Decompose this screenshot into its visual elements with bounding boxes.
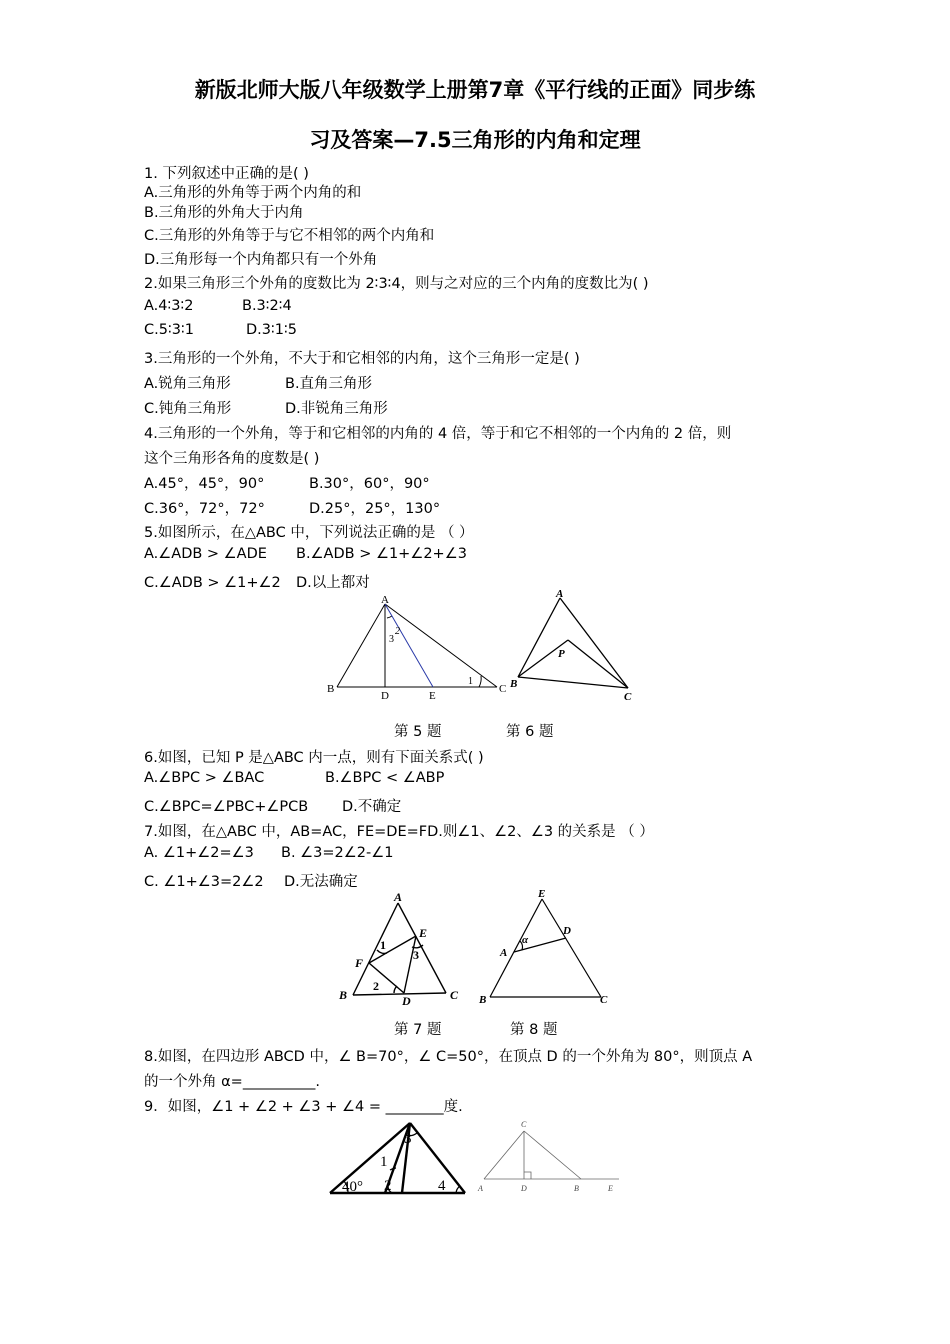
title-line-1: 新版北师大版八年级数学上册第7章《平行线的正面》同步练 (194, 78, 756, 102)
fig10-label-b: B (574, 1184, 579, 1193)
figure-7-caption: 第 7 题 (394, 1022, 442, 1038)
q2-stem: 2.如果三角形三个外角的度数比为 2∶3∶4，则与之对应的三个内角的度数比为( ) (144, 276, 649, 292)
fig6-label-a: A (556, 588, 564, 600)
fig5-label-c: C (499, 683, 507, 695)
q7-option-d: D.无法确定 (284, 874, 358, 890)
q8-stem-line2: 的一个外角 α=__________. (144, 1074, 320, 1090)
q5-option-c: C.∠ADB > ∠1+∠2 (144, 575, 281, 591)
figure-5-caption: 第 5 题 (394, 724, 442, 740)
fig7-label-2: 2 (373, 979, 379, 993)
q2-options-row1 (144, 298, 292, 314)
fig7-label-f: F (355, 956, 364, 970)
figure-8-quadrilateral-abcd (476, 885, 616, 1005)
fig9-label-40-degrees: 40° (342, 1179, 363, 1195)
figure-10-right-triangle (476, 1116, 621, 1198)
q5-option-a: A.∠ADB > ∠ADE (144, 546, 267, 562)
fig5-label-2: 2 (395, 626, 400, 637)
fig10-label-a: A (478, 1184, 483, 1193)
q6-option-d: D.不确定 (342, 799, 402, 815)
fig6-label-b: B (510, 678, 518, 690)
q3-option-c: C.钝角三角形 (144, 401, 232, 417)
fig8-label-d: D (563, 925, 571, 937)
q6-stem: 6.如图，已知 P 是△ABC 内一点，则有下面关系式( ) (144, 750, 484, 766)
q6-option-a: A.∠BPC > ∠BAC (144, 770, 265, 786)
q7-option-c: C. ∠1+∠3=2∠2 (144, 874, 264, 890)
q5-option-d: D.以上都对 (296, 575, 370, 591)
q4-options-row2 (144, 497, 440, 518)
fig8-label-alpha: α (522, 934, 529, 946)
q4-option-a: A.45°，45°，90° (144, 476, 265, 492)
figure-5-triangle-abc (325, 592, 518, 704)
q9-stem: 9．如图，∠1 + ∠2 + ∠3 + ∠4 = ________度. (144, 1099, 463, 1115)
q7-option-b: B. ∠3=2∠2-∠1 (281, 845, 394, 861)
q3-stem: 3.三角形的一个外角，不大于和它相邻的内角，这个三角形一定是( ) (144, 351, 580, 367)
title-line-2: 习及答案—7.5三角形的内角和定理 (309, 128, 641, 152)
q1-option-b: B.三角形的外角大于内角 (144, 205, 304, 221)
q5-options-row2 (144, 571, 370, 592)
fig6-label-p: P (558, 648, 565, 660)
q1-option-c: C.三角形的外角等于与它不相邻的两个内角和 (144, 228, 435, 244)
fig6-label-c: C (624, 691, 632, 703)
q2-option-d: D.3∶1∶5 (246, 322, 297, 338)
fig5-label-a: A (381, 594, 389, 606)
q6-options-row1 (144, 770, 444, 786)
q5-options-row1 (144, 546, 467, 562)
fig8-label-c: C (600, 994, 608, 1005)
q8-stem-line1: 8.如图，在四边形 ABCD 中，∠ B=70°，∠ C=50°，在顶点 D 的一个外角为 80°，则顶点 A (144, 1049, 753, 1065)
q3-option-b: B.直角三角形 (285, 376, 373, 392)
fig7-label-d: D (402, 994, 411, 1007)
figure-6-caption: 第 6 题 (506, 724, 554, 740)
fig5-label-1: 1 (468, 676, 473, 687)
q7-stem: 7.如图，在△ABC 中，AB=AC，FE=DE=FD.则∠1、∠2、∠3 的关系是 （ ） (144, 824, 654, 840)
q3-options-row1 (144, 372, 372, 393)
figure-8-caption: 第 8 题 (510, 1022, 558, 1038)
q3-options-row2 (144, 397, 388, 418)
q3-option-d: D.非锐角三角形 (285, 401, 388, 417)
fig5-label-b: B (327, 683, 335, 695)
q7-options-row2 (144, 870, 358, 891)
q6-option-b: B.∠BPC < ∠ABP (325, 770, 445, 786)
q2-options-row2 (144, 322, 297, 338)
q4-option-d: D.25°，25°，130° (309, 501, 441, 517)
fig7-label-c: C (450, 988, 459, 1002)
fig7-label-3: 3 (413, 948, 419, 962)
q2-option-c: C.5∶3∶1 (144, 322, 194, 338)
fig9-label-4: 4 (438, 1178, 446, 1194)
fig9-label-1: 1 (380, 1154, 388, 1170)
q5-option-b: B.∠ADB > ∠1+∠2+∠3 (296, 546, 467, 562)
q3-option-a: A.锐角三角形 (144, 376, 231, 392)
fig10-label-d: D (521, 1184, 527, 1193)
q5-stem: 5.如图所示，在△ABC 中，下列说法正确的是 （ ） (144, 525, 474, 541)
q1-option-d: D.三角形每一个内角都只有一个外角 (144, 252, 378, 268)
fig8-label-a: A (500, 947, 508, 959)
q1-option-a: A.三角形的外角等于两个内角的和 (144, 185, 362, 201)
q2-option-a: A.4∶3∶2 (144, 298, 194, 314)
q2-option-b: B.3∶2∶4 (242, 298, 292, 314)
fig8-label-b: B (479, 994, 487, 1005)
q7-options-row1 (144, 845, 393, 861)
figure-7-triangle-abc-with-def (333, 889, 473, 1007)
fig10-label-c: C (521, 1120, 527, 1129)
q1-stem: 1. 下列叙述中正确的是( ) (144, 166, 309, 182)
fig7-label-a: A (394, 890, 403, 904)
q4-option-b: B.30°，60°，90° (309, 476, 430, 492)
fig7-label-1: 1 (380, 938, 386, 952)
fig7-label-b: B (339, 988, 348, 1002)
fig5-label-d: D (381, 690, 389, 702)
q4-options-row1 (144, 472, 430, 493)
figure-9-triangle-angles (326, 1118, 471, 1200)
q4-stem-line2: 这个三角形各角的度数是( ) (144, 451, 320, 467)
fig9-label-2: 2 (384, 1178, 392, 1194)
figure-6-triangle-with-point-p (508, 588, 638, 706)
fig5-label-e: E (429, 690, 436, 702)
fig9-label-3: 3 (404, 1131, 412, 1147)
fig10-label-e: E (608, 1184, 613, 1193)
q4-stem-line1: 4.三角形的一个外角，等于和它相邻的内角的 4 倍，等于和它不相邻的一个内角的 2 倍，则 (144, 426, 732, 442)
q6-options-row2 (144, 795, 401, 816)
q6-option-c: C.∠BPC=∠PBC+∠PCB (144, 799, 309, 815)
fig7-label-e: E (419, 926, 428, 940)
q7-option-a: A. ∠1+∠2=∠3 (144, 845, 254, 861)
q4-option-c: C.36°，72°，72° (144, 501, 265, 517)
fig8-label-e: E (538, 888, 546, 900)
fig5-label-3: 3 (389, 634, 394, 645)
